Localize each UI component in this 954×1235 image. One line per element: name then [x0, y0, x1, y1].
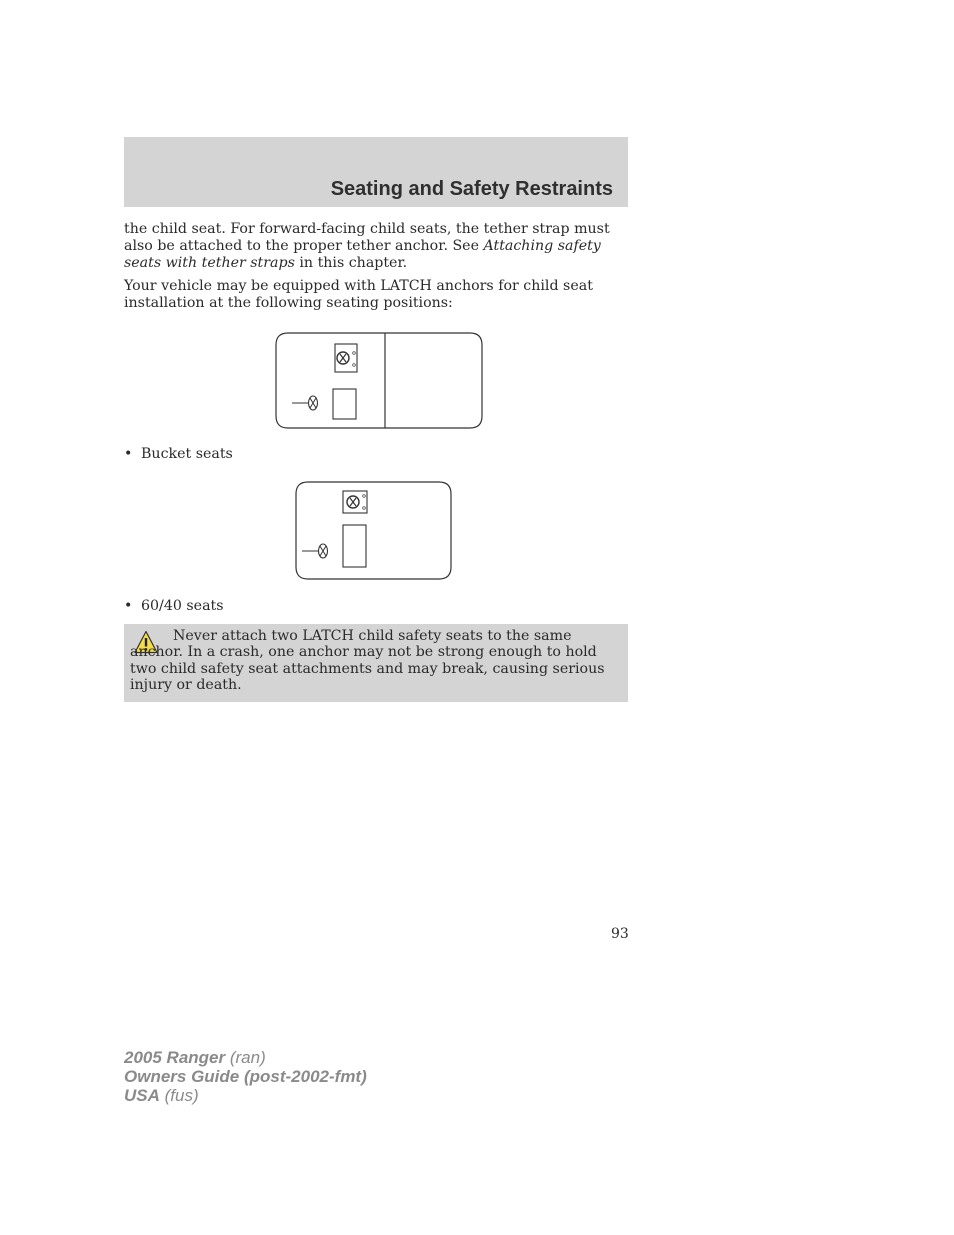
bullet-marker: •	[124, 446, 133, 462]
footer-line-2	[124, 1067, 367, 1086]
footer-line-3	[124, 1086, 367, 1105]
warning-box	[124, 624, 628, 702]
footer-model: 2005 Ranger	[124, 1048, 226, 1067]
seat-position-box	[333, 389, 356, 419]
warning-text-block	[130, 628, 622, 694]
lower-anchor-symbol-icon	[302, 544, 328, 558]
footer-model-code: (ran)	[229, 1048, 266, 1067]
bullet-marker: •	[124, 598, 133, 614]
sixty-forty-seats-latch-diagram	[294, 481, 454, 581]
footer-market-code: (fus)	[164, 1086, 199, 1105]
bullet-bucket-seats	[124, 446, 233, 462]
tether-anchor-symbol-icon	[343, 491, 367, 513]
body-paragraph-1	[124, 221, 630, 271]
footer-guide: Owners Guide (post-2002-fmt)	[124, 1067, 367, 1086]
lower-anchor-symbol-icon	[292, 396, 318, 410]
bullet-label: Bucket seats	[141, 446, 233, 462]
body-paragraph-2: Your vehicle may be equipped with LATCH anchors for child seat installation at the following seating positions:	[124, 278, 593, 311]
section-title: Seating and Safety Restraints	[330, 178, 613, 200]
page-number: 93	[611, 926, 629, 942]
bullet-label: 60/40 seats	[141, 598, 224, 614]
section-header-band	[124, 137, 628, 207]
cross-reference-link: Attaching safety seats with tether straps	[124, 237, 601, 271]
seat-position-box	[343, 525, 366, 567]
para1-text-end: in this chapter.	[294, 254, 408, 271]
tether-anchor-symbol-icon	[335, 344, 357, 372]
footer-line-1	[124, 1048, 367, 1067]
footer-market: USA	[124, 1086, 160, 1105]
para1-text-start: the child seat. For forward-facing child seats, the tether strap must also be attached to the proper tether anchor. See	[124, 221, 610, 254]
bullet-sixty-forty-seats	[124, 598, 224, 614]
document-footer	[124, 1048, 367, 1105]
warning-text: Never attach two LATCH child safety seats to the same anchor. In a crash, one anchor may not be strong enough to hold two child safety seat attachments and may break, causing serious injury or death.	[130, 628, 605, 694]
bucket-seats-latch-diagram	[274, 332, 486, 432]
